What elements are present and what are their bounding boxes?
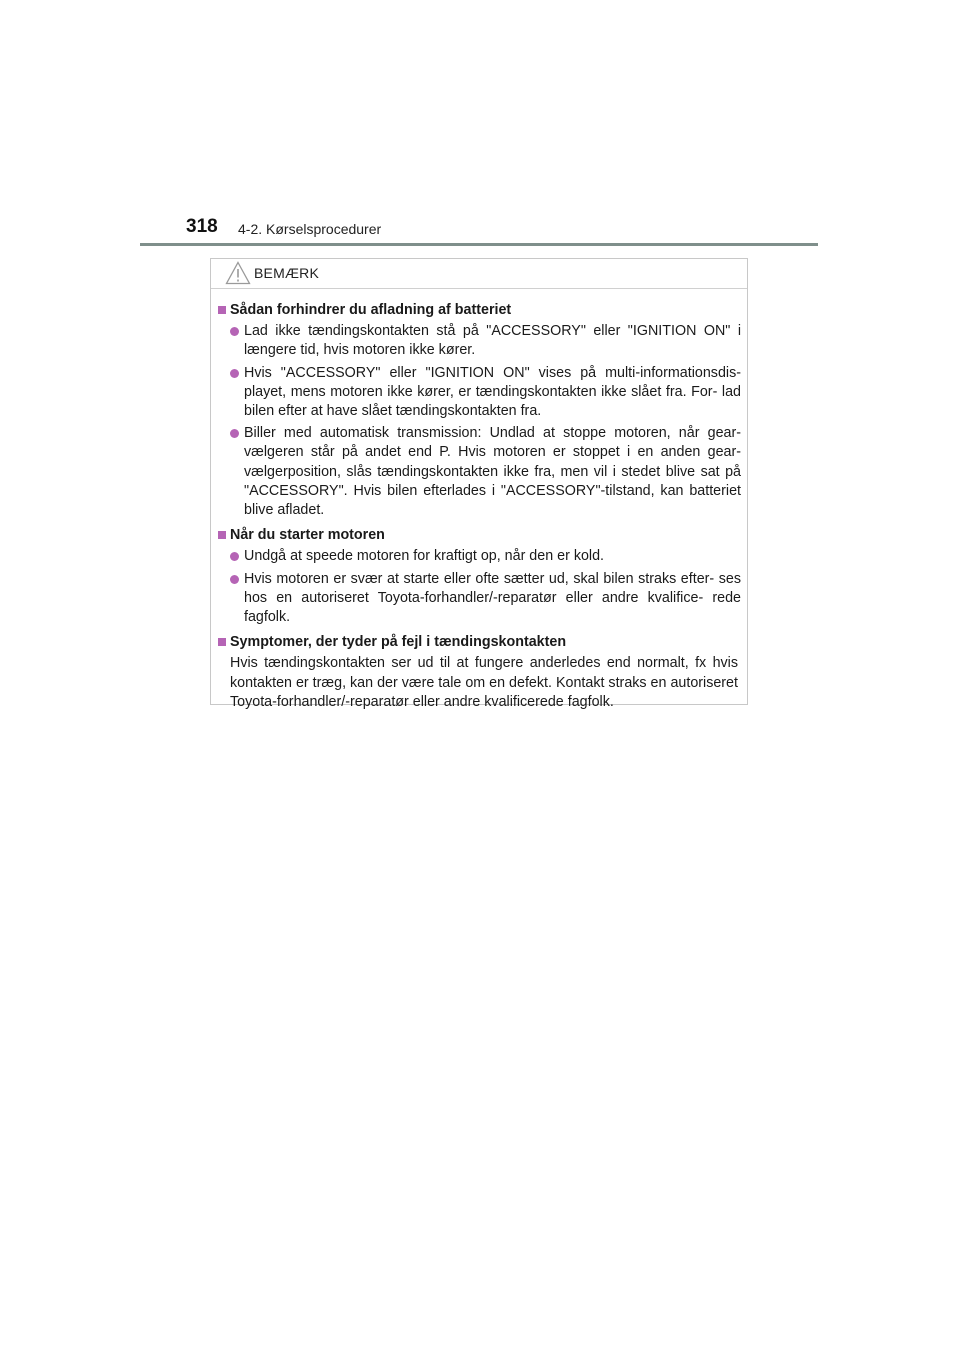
square-bullet-icon xyxy=(218,531,226,539)
circle-bullet-icon xyxy=(230,327,239,336)
list-item-text: Biller med automatisk transmission: Undlad at stoppe motoren, når gear- vælgeren står på andet end P. Hvis motoren er stoppet i en anden gear- vælgerposition, slås tændingskontakten ikke fra, men vil i stedet blive sat på "ACCESSORY". Hvis bilen efterlades i "ACCESSORY"-tilstand, kan batteriet blive afladet. xyxy=(244,425,741,519)
notice-section xyxy=(217,633,741,712)
notice-box xyxy=(210,258,748,710)
section-paragraph: Hvis tændingskontakten ser ud til at fungere anderledes end normalt, fx hvis kontakten er træg, kan der være tale om en defekt. Kontakt straks en autoriseret Toyota-forhandler/-reparatør eller andre kvalificerede fagfolk. xyxy=(230,655,738,710)
header-divider xyxy=(140,243,818,246)
notice-section xyxy=(217,526,741,627)
section-heading-text: Sådan forhindrer du afladning af batteriet xyxy=(230,302,512,318)
section-heading xyxy=(217,526,741,545)
list-item-text: Undgå at speede motoren for kraftigt op, når den er kold. xyxy=(244,548,605,565)
section-heading xyxy=(217,633,741,652)
notice-section xyxy=(217,301,741,520)
circle-bullet-icon xyxy=(230,552,239,561)
list-item-text: Lad ikke tændingskontakten stå på "ACCESSORY" eller "IGNITION ON" i længere tid, hvis motoren ikke kører. xyxy=(244,323,741,359)
warning-triangle-icon xyxy=(225,261,251,285)
notice-body xyxy=(211,289,747,712)
square-bullet-icon xyxy=(218,306,226,314)
notice-header xyxy=(211,259,747,289)
chapter-title: 4-2. Kørselsprocedurer xyxy=(238,221,382,237)
circle-bullet-icon xyxy=(230,369,239,378)
list-item xyxy=(230,322,741,360)
circle-bullet-icon xyxy=(230,575,239,584)
circle-bullet-icon xyxy=(230,429,239,438)
section-heading xyxy=(217,301,741,320)
list-item xyxy=(230,364,741,422)
section-heading-text: Symptomer, der tyder på fejl i tændingskontakten xyxy=(230,634,567,651)
list-item xyxy=(230,424,741,520)
page-header xyxy=(186,214,818,244)
square-bullet-icon xyxy=(218,638,226,646)
notice-title: BEMÆRK xyxy=(254,265,319,281)
list-item-text: Hvis motoren er svær at starte eller ofte sætter ud, skal bilen straks efter- ses hos en autoriseret Toyota-forhandler/-reparatør eller andre kvalifice- rede fagfolk. xyxy=(244,570,741,626)
section-heading-text: Når du starter motoren xyxy=(230,527,385,544)
list-item xyxy=(230,570,741,628)
list-item-text: Hvis "ACCESSORY" eller "IGNITION ON" vises på multi-informationsdis- playet, mens motoren ikke kører, er tændingskontakten ikke slået fra. For- lad bilen efter at have slået tændingskontakten fra. xyxy=(244,364,741,420)
list-item xyxy=(230,547,741,566)
page-number: 318 xyxy=(186,216,218,237)
